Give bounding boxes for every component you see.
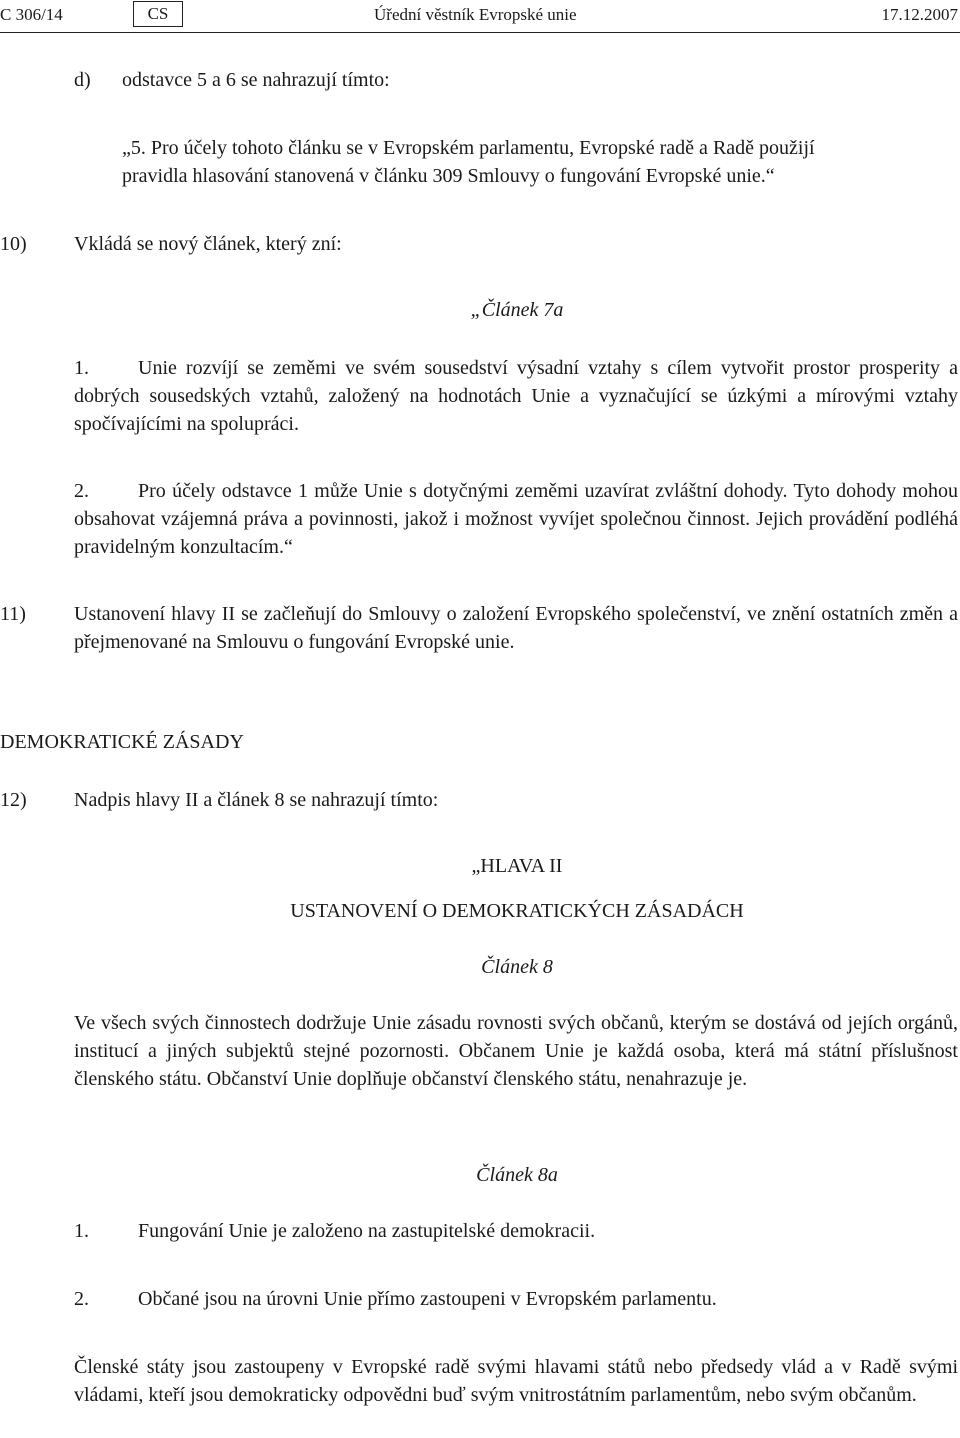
item10-marker: 10) xyxy=(0,233,27,255)
quote5-line1: „5. Pro účely tohoto článku se v Evropském parlamentu, Evropské radě a Radě použijí xyxy=(122,137,815,159)
article7a-title: „Článek 7a xyxy=(470,299,564,321)
section-heading: DEMOKRATICKÉ ZÁSADY xyxy=(0,731,244,753)
issue-date: 17.12.2007 xyxy=(881,5,958,24)
article7a-p1-text: Unie rozvíjí se zeměmi ve svém sousedství výsadní vztahy s cílem vytvořit prostor prosperity a dobrých sousedských vztahů, založený na hodnotách Unie a vyznačující se úzkými a mírovými vztahy spočívajícími na spolupráci. xyxy=(74,357,958,435)
quote5-line2: pravidla hlasování stanovená v článku 309 Smlouvy o fungování Evropské unie.“ xyxy=(122,165,775,187)
header-divider xyxy=(0,32,960,33)
journal-title: Úřední věstník Evropské unie xyxy=(374,5,577,24)
article8a-p2-number: 2. xyxy=(74,1288,89,1310)
item11-marker: 11) xyxy=(0,603,26,625)
article7a-p2-number: 2. xyxy=(74,480,89,502)
article8a-title: Článek 8a xyxy=(476,1164,558,1186)
language-badge: CS xyxy=(133,1,183,27)
issue-number: C 306/14 xyxy=(0,5,63,24)
article8a-p1-number: 1. xyxy=(74,1220,89,1242)
item12-marker: 12) xyxy=(0,789,27,811)
article7a-paragraph-2 xyxy=(74,477,958,561)
item-d-marker: d) xyxy=(74,69,91,91)
article8-text: Ve všech svých činnostech dodržuje Unie zásadu rovnosti svých občanů, kterým se dostává od jejích orgánů, institucí a jiných subjektů stejné pozornosti. Občanem Unie je každá osoba, která má státní příslušnost členského státu. Občanství Unie doplňuje občanství členského státu, nenahrazuje je. xyxy=(74,1012,958,1090)
item12-text: Nadpis hlavy II a článek 8 se nahrazují tímto: xyxy=(74,789,439,811)
article7a-p2-text: Pro účely odstavce 1 může Unie s dotyčnými zeměmi uzavírat zvláštní dohody. Tyto dohody mohou obsahovat vzájemná práva a povinnosti, jakož i možnost vyvíjet společnou činnost. Jejich provádění podléhá pravidelným konzultacím.“ xyxy=(74,480,958,558)
title2-line2: USTANOVENÍ O DEMOKRATICKÝCH ZÁSADÁCH xyxy=(290,900,744,922)
article8a-p3-text: Členské státy jsou zastoupeny v Evropské radě svými hlavami států nebo předsedy vlád a v Radě svými vládami, kteří jsou demokraticky odpovědni buď svým vnitrostátním parlamentům, nebo svým občanům. xyxy=(74,1356,958,1406)
item-d-text: odstavce 5 a 6 se nahrazují tímto: xyxy=(122,69,390,91)
article7a-paragraph-1 xyxy=(74,354,958,438)
article8a-p1-text: Fungování Unie je založeno na zastupitelské demokracii. xyxy=(138,1220,596,1242)
article8-title: Článek 8 xyxy=(481,956,553,978)
title2-line1: „HLAVA II xyxy=(471,855,563,877)
article7a-p1-number: 1. xyxy=(74,357,89,379)
item11-text: Ustanovení hlavy II se začleňují do Smlouvy o založení Evropského společenství, ve znění ostatních změn a přejmenované na Smlouvu o fungování Evropské unie. xyxy=(74,603,958,653)
article8a-p2-text: Občané jsou na úrovni Unie přímo zastoupeni v Evropském parlamentu. xyxy=(138,1288,717,1310)
item10-text: Vkládá se nový článek, který zní: xyxy=(74,233,342,255)
